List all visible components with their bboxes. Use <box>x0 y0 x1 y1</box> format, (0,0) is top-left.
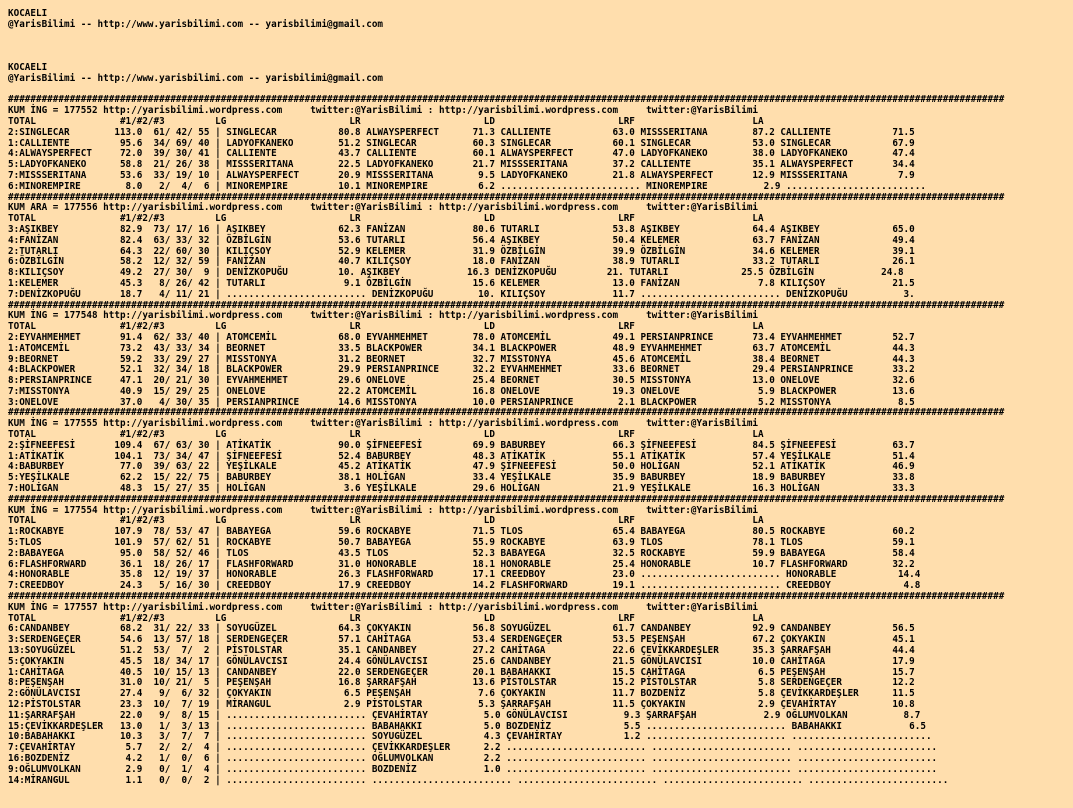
column-header: TOTAL #1/#2/#3 LG LR LD LRF LA <box>8 429 764 441</box>
horse-row: 15:ÇEVİKKARDEŞLER 13.0 1/ 3/ 13 | ......................... BABAHAKKI 5.0 BOZDENİZ 5.5 ......................... BABAHAKKI 6.5 <box>8 720 926 732</box>
horse-row: 8:KILIÇSOY 49.2 27/ 30/ 9 | DENİZKOPUĞU 10. AŞIKBEY 16.3 DENİZKOPUĞU 21. TUTARLI 25.5 ÖZBİLGİN 24.8 <box>8 267 904 279</box>
column-header: TOTAL #1/#2/#3 LG LR LD LRF LA <box>8 612 764 624</box>
blank-line <box>8 31 1004 42</box>
horse-row: 7:MISSSERITANA 53.6 33/ 19/ 10 | ALWAYSPERFECT 20.9 MISSSERITANA 9.5 LADYOFKANEKO 21.8 ALWAYSPERFECT 12.9 MISSSERITANA 7.9 <box>8 169 915 181</box>
horse-row: 7:MISSTONYA 40.9 15/ 29/ 25 | ONELOVE 22.2 ATOMCEMİL 16.8 ONELOVE 19.3 ONELOVE 5.9 BLACKPOWER 13.6 <box>8 385 915 397</box>
horse-row: 7:DENİZKOPUĞU 18.7 4/ 11/ 21 | ......................... DENİZKOPUĞU 10. KILIÇSOY 11.7 ......................... DENİZKOPUĞU 3. <box>8 288 915 300</box>
horse-row: 4:FANİZAN 82.4 63/ 33/ 32 | ÖZBİLGİN 53.6 TUTARLI 56.4 AŞIKBEY 50.4 KELEMER 63.7 FANİZAN 49.4 <box>8 234 915 246</box>
horse-row: 9:OĞLUMVOLKAN 2.9 0/ 1/ 4 | ......................... BOZDENİZ 1.0 ......................... ......................... ......................... <box>8 763 938 775</box>
horse-row: 5:YEŞİLKALE 62.2 15/ 22/ 75 | BABURBEY 38.1 HOLİGAN 33.4 YEŞİLKALE 35.9 BABURBEY 18.9 BABURBEY 33.8 <box>8 472 915 484</box>
horse-row: 3:SERDENGEÇER 54.6 13/ 57/ 18 | SERDENGEÇER 57.1 CAHİTAGA 53.4 SERDENGEÇER 53.5 PEŞENŞAH 67.2 ÇOKYAKIN 45.1 <box>8 634 915 646</box>
horse-row: 1:CAHİTAGA 40.5 10/ 15/ 13 | CANDANBEY 22.0 SERDENGEÇER 20.1 BABAHAKKI 15.5 CAHİTAGA 6.5 PEŞENŞAH 15.7 <box>8 666 915 678</box>
horse-row: 9:BEORNET 59.2 33/ 29/ 27 | MISSTONYA 31.2 BEORNET 32.7 MISSTONYA 45.6 ATOMCEMİL 38.4 BEORNET 44.3 <box>8 353 915 365</box>
section-divider: ################################################################################################################################################################################## <box>8 94 1005 106</box>
column-header: TOTAL #1/#2/#3 LG LR LD LRF LA <box>8 213 764 225</box>
horse-row: 1:KELEMER 45.3 8/ 26/ 42 | TUTARLI 9.1 ÖZBİLGİN 15.6 KELEMER 13.0 FANİZAN 7.8 KILIÇSOY 21.5 <box>8 277 915 289</box>
horse-row: 6:ÖZBİLGİN 58.2 12/ 32/ 59 | FANİZAN 40.7 KILIÇSOY 18.0 FANİZAN 38.9 TUTARLI 33.2 TUTARLI 26.1 <box>8 256 915 268</box>
race-header: KUM İNG = 177557 http://yarisbilimi.wordpress.com twitter:@YarisBilimi : http://yarisbilimi.wordpress.com twitter:@YarisBilimi <box>8 601 759 613</box>
section-divider: ################################################################################################################################################################################## <box>8 493 1005 505</box>
horse-row: 3:AŞIKBEY 82.9 73/ 17/ 16 | AŞIKBEY 62.3 FANİZAN 80.6 TUTARLI 53.8 AŞIKBEY 64.4 AŞIKBEY 65.0 <box>8 223 915 235</box>
column-header: TOTAL #1/#2/#3 LG LR LD LRF LA <box>8 115 764 127</box>
horse-row: 5:TLOS 101.9 57/ 62/ 51 | ROCKABYE 50.7 BABAYEGA 55.9 ROCKABYE 63.9 TLOS 78.1 TLOS 59.1 <box>8 537 915 549</box>
contact-line: @YarisBilimi -- http://www.yarisbilimi.com -- yarisbilimi@gmail.com <box>8 18 384 30</box>
horse-row: 5:LADYOFKANEKO 58.8 21/ 26/ 38 | MISSSERITANA 22.5 LADYOFKANEKO 21.7 MISSSERITANA 37.2 CALLIENTE 35.1 ALWAYSPERFECT 34.4 <box>8 159 915 171</box>
horse-row: 6:FLASHFORWARD 36.1 18/ 26/ 17 | FLASHFORWARD 31.0 HONORABLE 18.1 HONORABLE 25.4 HONORABLE 10.7 FLASHFORWARD 32.2 <box>8 558 915 570</box>
section-divider: ################################################################################################################################################################################## <box>8 299 1005 311</box>
horse-row: 16:BOZDENİZ 4.2 1/ 0/ 6 | ......................... OĞLUMVOLKAN 2.2 ......................... ......................... ......................... <box>8 752 938 764</box>
horse-row: 7:HOLİGAN 48.3 15/ 27/ 35 | HOLİGAN 3.6 YEŞİLKALE 29.6 HOLİGAN 21.9 YEŞİLKALE 16.3 HOLİGAN 33.3 <box>8 483 915 495</box>
horse-row: 2:BABAYEGA 95.0 58/ 52/ 46 | TLOS 43.5 TLOS 52.3 BABAYEGA 32.5 ROCKABYE 59.9 BABAYEGA 58.4 <box>8 547 915 559</box>
race-header: KUM ARA = 177556 http://yarisbilimi.wordpress.com twitter:@YarisBilimi : http://yarisbilimi.wordpress.com twitter:@YarisBilimi <box>8 202 759 214</box>
horse-row: 1:CALLIENTE 95.6 34/ 69/ 40 | LADYOFKANEKO 51.2 SINGLECAR 60.3 SINGLECAR 60.1 SINGLECAR 53.0 SINGLECAR 67.9 <box>8 137 915 149</box>
horse-row: 4:BABURBEY 77.0 39/ 63/ 22 | YEŞİLKALE 45.2 ATİKATİK 47.9 ŞİFNEEFESİ 50.0 HOLİGAN 52.1 ATİKATİK 46.9 <box>8 461 915 473</box>
horse-row: 14:MİRANGUL 1.1 0/ 0/ 2 | ......................... ......................... ......................... ......................... ......................... <box>8 774 949 786</box>
column-header: TOTAL #1/#2/#3 LG LR LD LRF LA <box>8 515 764 527</box>
horse-row: 4:ALWAYSPERFECT 72.0 39/ 30/ 41 | CALLIENTE 43.7 CALLIENTE 60.1 ALWAYSPERFECT 47.0 LADYOFKANEKO 38.0 LADYOFKANEKO 47.4 <box>8 148 915 160</box>
horse-row: 2:GÖNÜLAVCISI 27.4 9/ 6/ 32 | ÇOKYAKIN 6.5 PEŞENŞAH 7.6 ÇOKYAKIN 11.7 BOZDENİZ 5.8 ÇEVİKKARDEŞLER 11.5 <box>8 688 915 700</box>
horse-row: 6:MINOREMPIRE 8.0 2/ 4/ 6 | MINOREMPIRE 10.1 MINOREMPIRE 6.2 ......................... MINOREMPIRE 2.9 ......................... <box>8 180 926 192</box>
race-header: KUM İNG = 177548 http://yarisbilimi.wordpress.com twitter:@YarisBilimi : http://yarisbilimi.wordpress.com twitter:@YarisBilimi <box>8 310 759 322</box>
horse-row: 4:HONORABLE 35.8 12/ 19/ 37 | HONORABLE 26.3 FLASHFORWARD 17.1 CREEDBOY 23.0 ......................... HONORABLE 14.4 <box>8 569 921 581</box>
horse-row: 1:ATİKATİK 104.1 73/ 34/ 47 | ŞİFNEEFESİ 52.4 BABURBEY 48.3 ATİKATİK 55.1 ATİKATİK 57.4 YEŞİLKALE 51.4 <box>8 450 915 462</box>
horse-row: 2:EYVAHMEHMET 91.4 62/ 33/ 40 | ATOMCEMİL 68.0 EYVAHMEHMET 78.0 ATOMCEMİL 49.1 PERSIANPRINCE 73.4 EYVAHMEHMET 52.7 <box>8 331 915 343</box>
horse-row: 12:PİSTOLSTAR 23.3 10/ 7/ 19 | MİRANGUL 2.9 PİSTOLSTAR 5.3 ŞARRAFŞAH 11.5 ÇOKYAKIN 2.9 ÇEVAHİRTAY 10.8 <box>8 699 915 710</box>
horse-row: 10:BABAHAKKI 10.3 3/ 7/ 7 | ......................... SOYUGÜZEL 4.3 ÇEVAHİRTAY 1.2 ......................... ......................... <box>8 731 932 743</box>
horse-row: 7:CREEDBOY 24.3 5/ 16/ 30 | CREEDBOY 17.9 CREEDBOY 14.2 FLASHFORWARD 19.1 ......................... CREEDBOY 4.8 <box>8 580 921 592</box>
section-divider: ################################################################################################################################################################################## <box>8 191 1005 203</box>
horse-row: 5:ÇOKYAKIN 45.5 18/ 34/ 17 | GÖNÜLAVCISI 24.4 GÖNÜLAVCISI 25.6 CANDANBEY 21.5 GÖNÜLAVCISI 10.0 CAHİTAGA 17.9 <box>8 655 915 667</box>
city-title: KOCAELI <box>8 61 48 73</box>
horse-row: 2:SINGLECAR 113.0 61/ 42/ 55 | SINGLECAR 80.8 ALWAYSPERFECT 71.3 CALLIENTE 63.0 MISSSERITANA 87.2 CALLIENTE 71.5 <box>8 126 915 138</box>
horse-row: 4:BLACKPOWER 52.1 32/ 34/ 18 | BLACKPOWER 29.9 PERSIANPRINCE 32.2 EYVAHMEHMET 33.6 BEORNET 29.4 PERSIANPRINCE 33.2 <box>8 364 915 376</box>
horse-row: 3:ONELOVE 37.0 4/ 30/ 35 | PERSIANPRINCE 14.6 MISSTONYA 10.0 PERSIANPRINCE 2.1 BLACKPOWER 5.2 MISSTONYA 8.5 <box>8 396 915 408</box>
section-divider: ################################################################################################################################################################################## <box>8 591 1005 603</box>
race-report-text <box>8 9 1004 786</box>
horse-row: 1:ATOMCEMİL 73.2 43/ 33/ 34 | BEORNET 33.5 BLACKPOWER 34.1 BLACKPOWER 48.9 EYVAHMEHMET 63.7 ATOMCEMİL 44.3 <box>8 342 915 354</box>
horse-row: 2:TUTARLI 64.3 22/ 60/ 30 | KILIÇSOY 52.9 KELEMER 31.9 ÖZBİLGİN 39.9 ÖZBİLGİN 34.6 KELEMER 39.1 <box>8 245 915 257</box>
section-divider: ################################################################################################################################################################################## <box>8 407 1005 419</box>
horse-row: 7:ÇEVAHİRTAY 5.7 2/ 2/ 4 | ......................... ÇEVİKKARDEŞLER 2.2 ......................... ......................... ......................... <box>8 742 938 754</box>
blank-line <box>8 52 1004 63</box>
horse-row: 1:ROCKABYE 107.9 78/ 53/ 47 | BABAYEGA 59.6 ROCKABYE 71.5 TLOS 65.4 BABAYEGA 80.5 ROCKABYE 60.2 <box>8 526 915 538</box>
horse-row: 8:PERSIANPRINCE 47.1 20/ 21/ 30 | EYVAHMEHMET 29.6 ONELOVE 25.4 BEORNET 30.5 MISSTONYA 13.0 ONELOVE 32.6 <box>8 375 915 387</box>
blank-line <box>8 41 1004 52</box>
race-header: KUM İNG = 177554 http://yarisbilimi.wordpress.com twitter:@YarisBilimi : http://yarisbilimi.wordpress.com twitter:@YarisBilimi <box>8 504 759 516</box>
horse-row: 13:SOYUGÜZEL 51.2 53/ 7/ 2 | PİSTOLSTAR 35.1 CANDANBEY 27.2 CAHİTAGA 22.6 ÇEVİKKARDEŞLER 35.3 ŞARRAFŞAH 44.4 <box>8 645 915 657</box>
contact-line: @YarisBilimi -- http://www.yarisbilimi.com -- yarisbilimi@gmail.com <box>8 72 384 84</box>
horse-row: 11:ŞARRAFŞAH 22.0 9/ 8/ 15 | ......................... ÇEVAHİRTAY 5.0 GÖNÜLAVCISI 9.3 ŞARRAFŞAH 2.9 OĞLUMVOLKAN 8.7 <box>8 709 921 721</box>
horse-row: 8:PEŞENŞAH 31.0 10/ 21/ 5 | PEŞENŞAH 16.8 ŞARRAFŞAH 13.6 PİSTOLSTAR 15.2 PİSTOLSTAR 5.8 SERDENGEÇER 12.2 <box>8 677 915 689</box>
horse-row: 2:ŞİFNEEFESİ 109.4 67/ 63/ 30 | ATİKATİK 90.0 ŞİFNEEFESİ 69.9 BABURBEY 66.3 ŞİFNEEFESİ 84.5 ŞİFNEEFESİ 63.7 <box>8 439 915 451</box>
city-title: KOCAELI <box>8 8 48 19</box>
race-header: KUM İNG = 177552 http://yarisbilimi.wordpress.com twitter:@YarisBilimi : http://yarisbilimi.wordpress.com twitter:@YarisBilimi <box>8 105 759 117</box>
race-header: KUM İNG = 177555 http://yarisbilimi.wordpress.com twitter:@YarisBilimi : http://yarisbilimi.wordpress.com twitter:@YarisBilimi <box>8 418 759 430</box>
horse-row: 6:CANDANBEY 68.2 31/ 22/ 33 | SOYUGÜZEL 64.3 ÇOKYAKIN 56.8 SOYUGÜZEL 61.7 CANDANBEY 92.9 CANDANBEY 56.5 <box>8 623 915 635</box>
column-header: TOTAL #1/#2/#3 LG LR LD LRF LA <box>8 321 764 333</box>
